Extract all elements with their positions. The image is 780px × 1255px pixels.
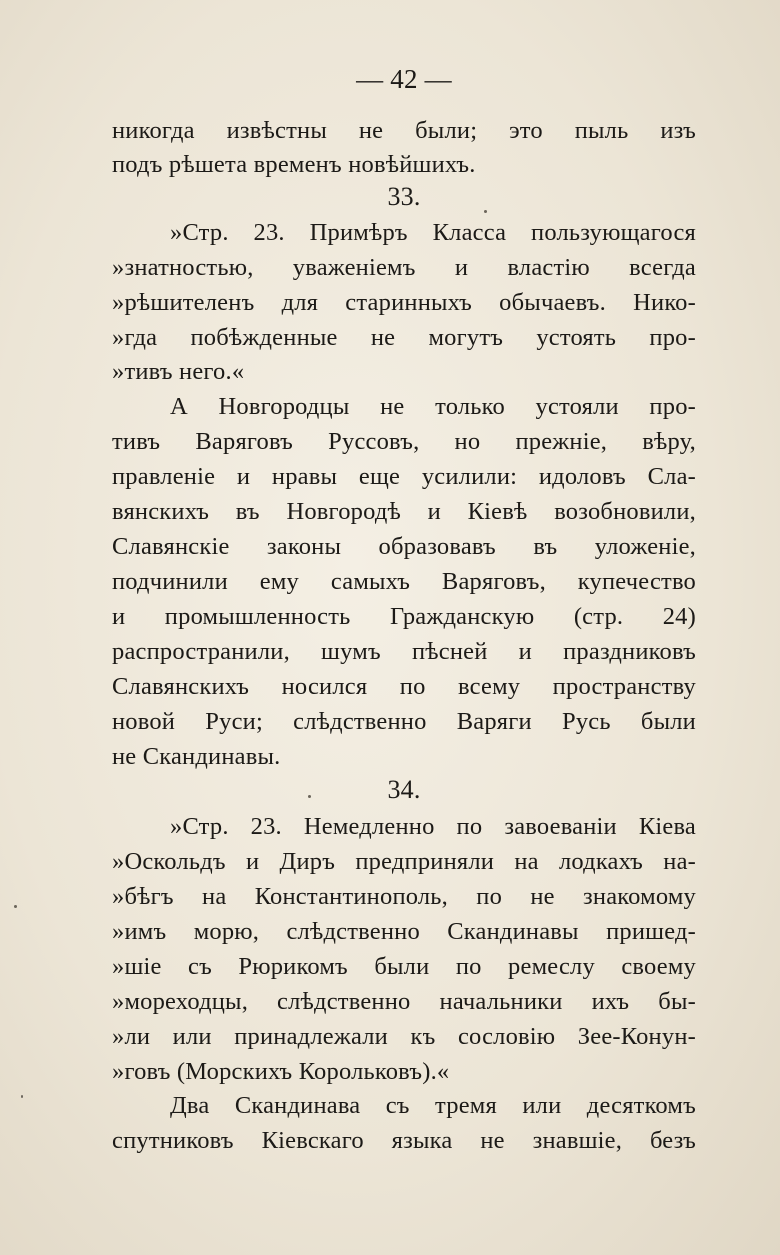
text-line: никогда извѣстны не были; это пыль изъ xyxy=(112,117,696,144)
text-line: новой Руси; слѣдственно Варяги Русь были xyxy=(112,708,696,735)
text-line: »рѣшителенъ для старинныхъ обычаевъ. Нико- xyxy=(112,289,696,316)
section-number: 34. xyxy=(387,775,421,804)
text-line: »говъ (Морскихъ Корольковъ).« xyxy=(112,1058,450,1085)
text-line: Два Скандинава съ тремя или десяткомъ xyxy=(170,1092,696,1119)
text-line: не Скандинавы. xyxy=(112,743,281,770)
text-line: »знатностью, уваженіемъ и властію всегда xyxy=(112,254,696,281)
text-line: »ли или принадлежали къ сословію Зее-Конун- xyxy=(112,1023,696,1050)
text-line: подчинили ему самыхъ Варяговъ, купечество xyxy=(112,568,696,595)
page-number: — 42 — xyxy=(356,64,452,94)
text-line: »имъ морю, слѣдственно Скандинавы пришед- xyxy=(112,918,696,945)
text-line: и промышленность Гражданскую (стр. 24) xyxy=(112,603,696,630)
text-line: »мореходцы, слѣдственно начальники ихъ бы- xyxy=(112,988,696,1015)
section-number: 33. xyxy=(387,182,421,211)
text-line: »тивъ него.« xyxy=(112,358,245,385)
text-line: Славянскихъ носился по всему пространству xyxy=(112,673,696,700)
text-line: »Оскольдъ и Диръ предприняли на лодкахъ на- xyxy=(112,848,696,875)
text-line: правленіе и нравы еще усилили: идоловъ Сла- xyxy=(112,463,696,490)
text-line: »бѣгъ на Константинополь, по не знакомому xyxy=(112,883,696,910)
text-line: »гда побѣжденные не могутъ устоять про- xyxy=(112,324,696,351)
text-line: »Стр. 23. Немедленно по завоеваніи Кіева xyxy=(170,813,696,840)
text-line: »Стр. 23. Примѣръ Класса пользующагося xyxy=(170,219,696,246)
text-line: тивъ Варяговъ Руссовъ, но прежніе, вѣру, xyxy=(112,428,696,455)
paper-speck xyxy=(21,1095,23,1098)
text-line: вянскихъ въ Новгородѣ и Кіевѣ возобновили, xyxy=(112,498,696,525)
text-line: спутниковъ Кіевскаго языка не знавшіе, безъ xyxy=(112,1127,696,1154)
text-line: подъ рѣшета временъ новѣйшихъ. xyxy=(112,151,476,178)
text-line: распространили, шумъ пѣсней и праздниковъ xyxy=(112,638,696,665)
text-line: Славянскіе законы образовавъ въ уложеніе, xyxy=(112,533,696,560)
text-line: »шіе съ Рюрикомъ были по ремеслу своему xyxy=(112,953,696,980)
text-line: А Новгородцы не только устояли про- xyxy=(170,393,696,420)
paper-speck xyxy=(14,905,17,908)
